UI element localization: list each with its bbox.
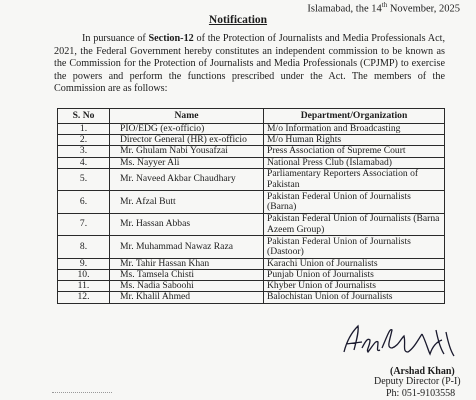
row-org: Pakistan Federal Union of Journalists (Barna Azeem Group) bbox=[264, 213, 445, 236]
table-row bbox=[58, 292, 445, 303]
row-sno: 5. bbox=[58, 168, 110, 191]
members-table bbox=[57, 108, 445, 304]
row-sno: 11. bbox=[58, 281, 110, 292]
table-body bbox=[58, 124, 445, 304]
row-org: Karachi Union of Journalists bbox=[264, 258, 445, 269]
row-org: Parliamentary Reporters Association of Pakistan bbox=[264, 168, 445, 191]
table-row bbox=[58, 168, 445, 191]
handwritten-signature bbox=[318, 318, 468, 368]
row-sno: 10. bbox=[58, 270, 110, 281]
row-name: Ms. Nadia Saboohi bbox=[110, 281, 264, 292]
intro-part-2: of the Protection of Journalists and Media Professionals Act, 2021, the Federal Government hereby constitutes an independent commission to be known as the Commission for the Protection of Journalists and Media Professionals (CPJMP) to exercise the powers and perform the functions prescribed under the Act. The members of the Commission are as follows: bbox=[54, 33, 445, 94]
row-name: Mr. Afzal Butt bbox=[110, 191, 264, 214]
table-row bbox=[58, 281, 445, 292]
row-sno: 4. bbox=[58, 157, 110, 168]
intro-part-1: In pursuance of bbox=[82, 33, 149, 44]
page-title: Notification bbox=[208, 14, 268, 26]
table-row bbox=[58, 124, 445, 135]
row-org: Punjab Union of Journalists bbox=[264, 270, 445, 281]
table-row bbox=[58, 270, 445, 281]
signatory-name: (Arshad Khan) bbox=[390, 366, 455, 377]
row-name: Ms. Tamsela Chisti bbox=[110, 270, 264, 281]
header-org: Department/Organization bbox=[264, 109, 445, 124]
intro-section: Section-12 bbox=[148, 33, 194, 44]
row-org: M/o Information and Broadcasting bbox=[264, 124, 445, 135]
row-sno: 9. bbox=[58, 258, 110, 269]
table-row bbox=[58, 213, 445, 236]
row-name: Mr. Hassan Abbas bbox=[110, 213, 264, 236]
row-name: Ms. Nayyer Ali bbox=[110, 157, 264, 168]
date-suffix: th bbox=[381, 1, 388, 9]
table-row bbox=[58, 146, 445, 157]
date-line bbox=[307, 1, 460, 15]
table-row bbox=[58, 258, 445, 269]
table-row bbox=[58, 157, 445, 168]
date-rest: November, 2025 bbox=[387, 3, 460, 15]
row-org: Balochistan Union of Journalists bbox=[264, 292, 445, 303]
table-header-row bbox=[58, 109, 445, 124]
row-sno: 8. bbox=[58, 236, 110, 259]
row-name: Mr. Naveed Akbar Chaudhary bbox=[110, 168, 264, 191]
row-org: Khyber Union of Journalists bbox=[264, 281, 445, 292]
table-row bbox=[58, 135, 445, 146]
header-sno: S. No bbox=[58, 109, 110, 124]
row-name: Mr. Muhammad Nawaz Raza bbox=[110, 236, 264, 259]
row-sno: 6. bbox=[58, 191, 110, 214]
row-org: M/o Human Rights bbox=[264, 135, 445, 146]
intro-paragraph bbox=[54, 33, 445, 96]
row-org: Pakistan Federal Union of Journalists (Barna) bbox=[264, 191, 445, 214]
table-row bbox=[58, 236, 445, 259]
row-name: Director General (HR) ex-officio bbox=[110, 135, 264, 146]
row-sno: 3. bbox=[58, 146, 110, 157]
row-name: Mr. Ghulam Nabi Yousafzai bbox=[110, 146, 264, 157]
signatory-phone: Ph: 051-9103558 bbox=[386, 388, 456, 399]
row-name: PIO/EDG (ex-officio) bbox=[110, 124, 264, 135]
row-sno: 12. bbox=[58, 292, 110, 303]
row-name: Mr. Khalil Ahmed bbox=[110, 292, 264, 303]
signatory-title: Deputy Director (P-I) bbox=[374, 376, 461, 387]
signature-block bbox=[318, 318, 468, 399]
row-org: National Press Club (Islamabad) bbox=[264, 157, 445, 168]
table-row bbox=[58, 191, 445, 214]
row-sno: 2. bbox=[58, 135, 110, 146]
row-name: Mr. Tahir Hassan Khan bbox=[110, 258, 264, 269]
row-org: Press Association of Supreme Court bbox=[264, 146, 445, 157]
row-org: Pakistan Federal Union of Journalists (Dastoor) bbox=[264, 236, 445, 259]
row-sno: 1. bbox=[58, 124, 110, 135]
row-sno: 7. bbox=[58, 213, 110, 236]
header-name: Name bbox=[110, 109, 264, 124]
date-place: Islamabad, the 14 bbox=[307, 3, 382, 15]
footer-fragment bbox=[52, 392, 112, 399]
